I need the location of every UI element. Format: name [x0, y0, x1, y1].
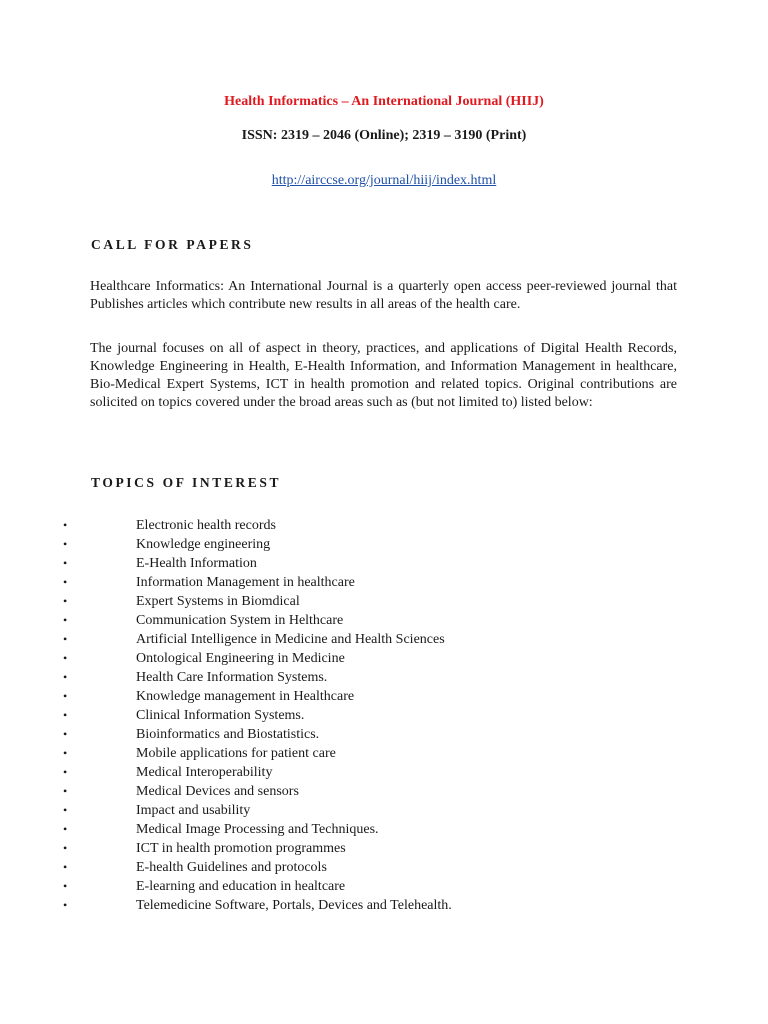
- topic-label: Ontological Engineering in Medicine: [136, 651, 345, 666]
- scope-paragraph: The journal focuses on all of aspect in theory, practices, and applications of Digital Health Records, Knowledge Engineering in Health, E-Health Information, and Information Management in healthcare, Bio-Medical Expert Systems, ICT in health promotion and related topics. Original contributions are solicited on topics covered under the broad areas such as (but not limited to) listed below:: [90, 341, 677, 410]
- bullet-icon: •: [63, 537, 68, 551]
- list-item: [0, 649, 768, 668]
- list-item: [0, 573, 768, 592]
- topic-label: Artificial Intelligence in Medicine and Health Sciences: [136, 632, 445, 647]
- list-item: [0, 706, 768, 725]
- bullet-icon: •: [63, 556, 68, 570]
- topic-label: Expert Systems in Biomdical: [136, 594, 300, 609]
- issn-line: ISSN: 2319 – 2046 (Online); 2319 – 3190 (Print): [241, 128, 527, 143]
- bullet-icon: •: [63, 898, 68, 912]
- topic-label: Mobile applications for patient care: [136, 746, 336, 761]
- call-for-papers-heading: CALL FOR PAPERS: [91, 237, 254, 252]
- bullet-icon: •: [63, 594, 68, 608]
- list-item: [0, 820, 768, 839]
- topic-label: E-Health Information: [136, 556, 257, 571]
- topics-heading: TOPICS OF INTEREST: [91, 475, 282, 490]
- list-item: [0, 687, 768, 706]
- list-item: [0, 630, 768, 649]
- topic-label: E-health Guidelines and protocols: [136, 860, 327, 875]
- list-item: [0, 801, 768, 820]
- bullet-icon: •: [63, 708, 68, 722]
- topic-label: Medical Image Processing and Techniques.: [136, 822, 379, 837]
- bullet-icon: •: [63, 613, 68, 627]
- topic-label: Impact and usability: [136, 803, 251, 818]
- list-item: [0, 725, 768, 744]
- bullet-icon: •: [63, 765, 68, 779]
- list-item: [0, 516, 768, 535]
- bullet-icon: •: [63, 860, 68, 874]
- bullet-icon: •: [63, 670, 68, 684]
- journal-title: Health Informatics – An International Journal (HIIJ): [224, 94, 544, 109]
- topic-label: Electronic health records: [136, 518, 276, 533]
- topic-label: Knowledge engineering: [136, 537, 271, 552]
- list-item: [0, 744, 768, 763]
- bullet-icon: •: [63, 879, 68, 893]
- journal-url-line: [0, 173, 768, 189]
- bullet-icon: •: [63, 727, 68, 741]
- list-item: [0, 763, 768, 782]
- bullet-icon: •: [63, 822, 68, 836]
- journal-url-link[interactable]: http://airccse.org/journal/hiij/index.html: [271, 173, 497, 188]
- topic-label: Medical Interoperability: [136, 765, 273, 780]
- bullet-icon: •: [63, 632, 68, 646]
- topic-label: E-learning and education in healtcare: [136, 879, 346, 894]
- bullet-icon: •: [63, 746, 68, 760]
- list-item: [0, 839, 768, 858]
- list-item: [0, 611, 768, 630]
- list-item: [0, 554, 768, 573]
- list-item: [0, 592, 768, 611]
- topic-label: Bioinformatics and Biostatistics.: [136, 727, 320, 742]
- bullet-icon: •: [63, 841, 68, 855]
- intro-paragraph: Healthcare Informatics: An International Journal is a quarterly open access peer-reviewed journal that Publishes articles which contribute new results in all areas of the health care.: [90, 279, 677, 312]
- bullet-icon: •: [63, 803, 68, 817]
- bullet-icon: •: [63, 689, 68, 703]
- bullet-icon: •: [63, 651, 68, 665]
- bullet-icon: •: [63, 784, 68, 798]
- topic-label: Medical Devices and sensors: [136, 784, 299, 799]
- list-item: [0, 668, 768, 687]
- topic-label: Information Management in healthcare: [136, 575, 355, 590]
- topic-label: Telemedicine Software, Portals, Devices and Telehealth.: [136, 898, 452, 913]
- bullet-icon: •: [63, 575, 68, 589]
- topic-label: Clinical Information Systems.: [136, 708, 305, 723]
- bullet-icon: •: [63, 518, 68, 532]
- topics-list: [0, 516, 768, 915]
- topic-label: Knowledge management in Healthcare: [136, 689, 355, 704]
- topic-label: Health Care Information Systems.: [136, 670, 328, 685]
- list-item: [0, 877, 768, 896]
- list-item: [0, 858, 768, 877]
- topic-label: ICT in health promotion programmes: [136, 841, 346, 856]
- list-item: [0, 782, 768, 801]
- topic-label: Communication System in Helthcare: [136, 613, 344, 628]
- list-item: [0, 896, 768, 915]
- list-item: [0, 535, 768, 554]
